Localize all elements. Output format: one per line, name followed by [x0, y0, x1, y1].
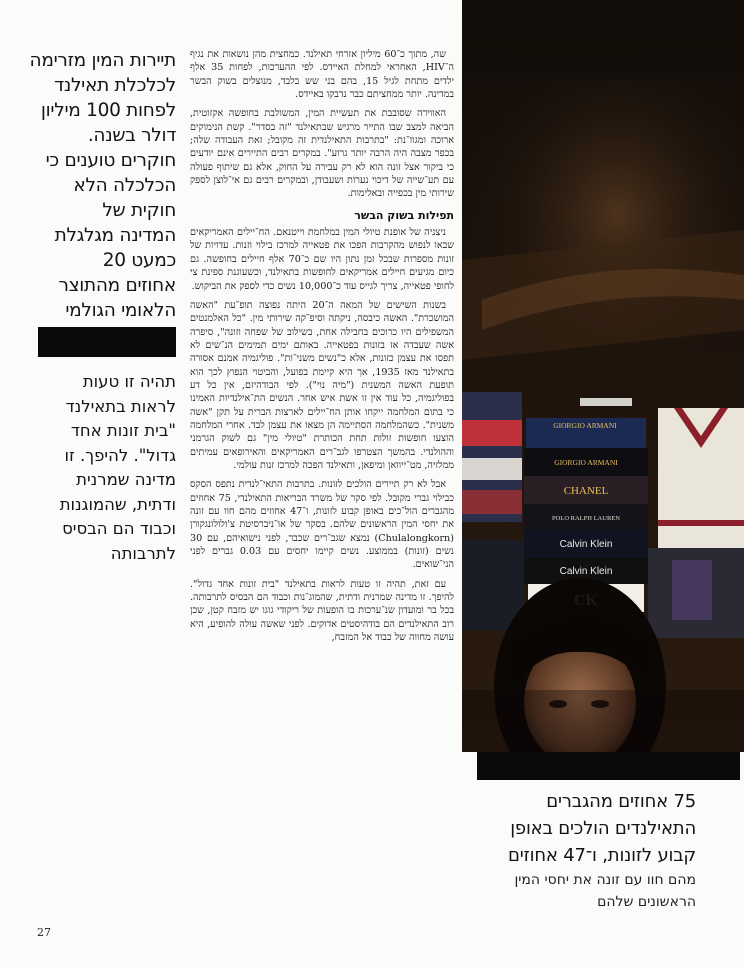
market-photo-image — [462, 0, 744, 752]
article-body — [190, 48, 454, 650]
pull-quote-line: גדול". להיפך. זו — [64, 445, 176, 465]
pull-quote-line: חוקית של — [102, 200, 176, 221]
pull-quote-line: מדינה שמרנית — [76, 470, 176, 489]
article-paragraph: ניצניה של אופנת טיולי המין במלחמת וייטנאם. הח־יילים האמריקאים שבאו לנפוש מהקרבות הפכו את פטאייה למרכז בילוי וזנות. עדויות של זונות מספרות שבכל זמן נתון היו שם כ־70 אלף חיילים בחופשה. גם כיום מגיעים חיילים אמריקאים לחופשות בתאילנד, וכשעוגנת ספינת צי לחופי פטאייה, צריך לגייס עוד כ־10,000 נשים כדי לספק את הביקוש. — [190, 227, 454, 292]
section-heading: תפילות בשוק הבשר — [354, 208, 454, 222]
caption-line: הראשונים שלהם — [597, 894, 696, 910]
pull-quote-line: לראות בתאילנד — [65, 396, 176, 416]
article-paragraph: האווירה שסובבת את תעשיית המין, המשולבת בחופשה אקזוטית, הביאה למצב שבו התייר מרגיש שבתאילנד "זה בסדר". קשת הנימוקים ארוכה ומגוו־נת: "בתרבות התאילנדית זה מקובל; זאת העבודה שלה; בכפר מצבה היה הרבה יותר גרוע". במקרים רבים התיירים אינם יודעים כי ביקור אצל זונה הוא לא רק עבירה על החוק, אלא גם שיתוף פעולה עם תע־שייה של דיכוי נערות ושעבודן, ובמקרים רבים גם אי־לוצן לספק שירותי מין בכפייה ובאלימות. — [190, 108, 454, 200]
caption-line: קבוע לזונות, ו־47 אחוזים — [508, 845, 696, 866]
pull-quote-line: תהיה זו טעות — [82, 372, 176, 391]
pull-quote-bottom — [30, 370, 176, 566]
pull-quote-line: המדינה מגלגלת — [54, 225, 176, 246]
shelf-label: CHANEL — [563, 485, 609, 497]
pull-quote-line: אחוזים מהתוצר — [58, 275, 176, 296]
black-bar-left — [38, 327, 176, 357]
shelf-label: GIORGIO ARMANI — [554, 458, 618, 467]
pull-quote-line: דולר בשנה. — [87, 125, 176, 146]
shelf-label: POLO RALPH LAUREN — [552, 515, 620, 522]
pull-quote-line: ודתית, שהמוגנות — [59, 494, 176, 514]
pull-quote-line: לכלכלת תאילנד — [54, 75, 176, 96]
black-bar-photo — [477, 752, 740, 780]
pull-quote-line: כמעט 20 — [102, 250, 176, 271]
pull-quote-line: הלאומי הגולמי — [65, 300, 176, 321]
pull-quote-line: תיירות המין מזרימה — [29, 50, 176, 71]
article-paragraph: שה, מתוך כ־60 מיליון אזרחי תאילנד. כמחצית מהן נושאות את נגיף ה־HIV, האחראי למחלת האיידס. לפי ההערכות, לפחות 35 אלף ילדים מתחת לגיל 15, בהם בני שש בלבד, מנוצלים בשוק הבשר במדינה. יותר ממחציתם כבר נדבקו באיידס. — [190, 49, 455, 101]
shelf-label: Calvin Klein — [559, 566, 613, 577]
article-paragraph: אבל לא רק תיירים הולכים לזונות. בתרבות התאי־לנדית נתפס הסקס כבילוי גברי מקובל. לפי סקר של משרד הבריאות התאילנדי, 75 אחוזים מהגברים הול־כים באופן קבוע לזונות, ו־47 אחוזים מהם חוו עם זונה את יחסי המין הראשונים שלהם. בסקר של או־ניברסיטת צ'ולולונגקורן (Chulalongkorn) נמצא שגב־רים שכבר, לפני נישואיהם, עם 30 נשים (זונות) בממוצע. נשים קיימו יחסים עם 0.03 גברים לפני הני־שואים. — [190, 479, 455, 571]
pull-quote-line: הכלכלה הלא — [73, 175, 176, 196]
caption-line: התאילנדים הולכים באופן — [510, 818, 696, 839]
article-paragraph: בשנות השישים של המאה ה־20 היתה נפוצה תופ־עת "האשה המושכרת". האשה כיבסה, ניקתה וסיפ־קה שירותי מין. "כל האלמנטים המשפילים היו כרוכים בחבילה אחת, בשילוב של שפחה וזונה", סיפרה אשה שעבדה אז בזונות בפטאייה. באותם ימים תמימים הנ־שים לא תפסו את עצמן כזונות, אלא כ"נשים משני־ות". פוליגמיה אמנם אסורה בתאילנד מאז 1935, אך היא קיימת בפועל, והביטוי הנפוץ לכך הוא תופעת האשה המשנית ("מיה נוי"). לפי הבודהיזם, אין כל דע בפוליגמיה, כל עוד אין זו אשת איש אחר. הנשים הת־אילנדיות האמינו כי בתום המלחמה ייקחו אותן הח־יילים לארצות הברית על תקן "אשה משנית". כשהמלחמה הסתיימה הן מצאו את עצמן לבד. אחרי המלחמה הוצעו חופשות זולות תחת הכותרת "טיולי מין" גם לשוק הגרמני וההולנדי. בהמשך הצטרפו לגב־רים האמריקאים והאירופאים עמיתים ממלזיה, מט־ייוואן ומיפאן, ותאילנד הפכה למרכז זנות עולמי. — [190, 299, 454, 471]
article-paragraph: עם זאת, תהיה זו טעות לראות בתאילנד "בית זונות אחד גדול". להיפך. זו מדינה שמרנית ודתית, שהמוג־נות וכבוד הם הבסיס לתרבותה. בכל בר ומועדון שנ־ערכות בו הופעות של ריקודי גוגו יש מזבח קטן, שכן רוב התאילנדים הם בודהיסטים אדוקים. לפני שאשה עולה להופיע, היא עושה מחווה של כבוד אל המזבח, — [190, 578, 454, 644]
market-photo — [462, 0, 744, 752]
caption-line: 75 אחוזים מהגברים — [546, 791, 696, 812]
shelf-label: Calvin Klein — [559, 539, 613, 550]
pull-quote-top — [28, 48, 176, 323]
page-number: 27 — [37, 926, 51, 939]
shelf-label: CK — [574, 592, 598, 609]
shelf-label: GIORGIO ARMANI — [553, 421, 617, 430]
caption-line: מהם חוו עם זונה את יחסי המין — [514, 872, 696, 888]
pull-quote-line: לתרבותה — [110, 543, 176, 563]
pull-quote-line: לפחות 100 מיליון — [40, 100, 176, 121]
pull-quote-line: "בית זונות אחד — [70, 421, 176, 440]
photo-caption — [474, 788, 696, 913]
pull-quote-line: חוקרים טוענים כי — [45, 150, 176, 171]
pull-quote-line: וכבוד הם הבסיס — [62, 519, 176, 538]
